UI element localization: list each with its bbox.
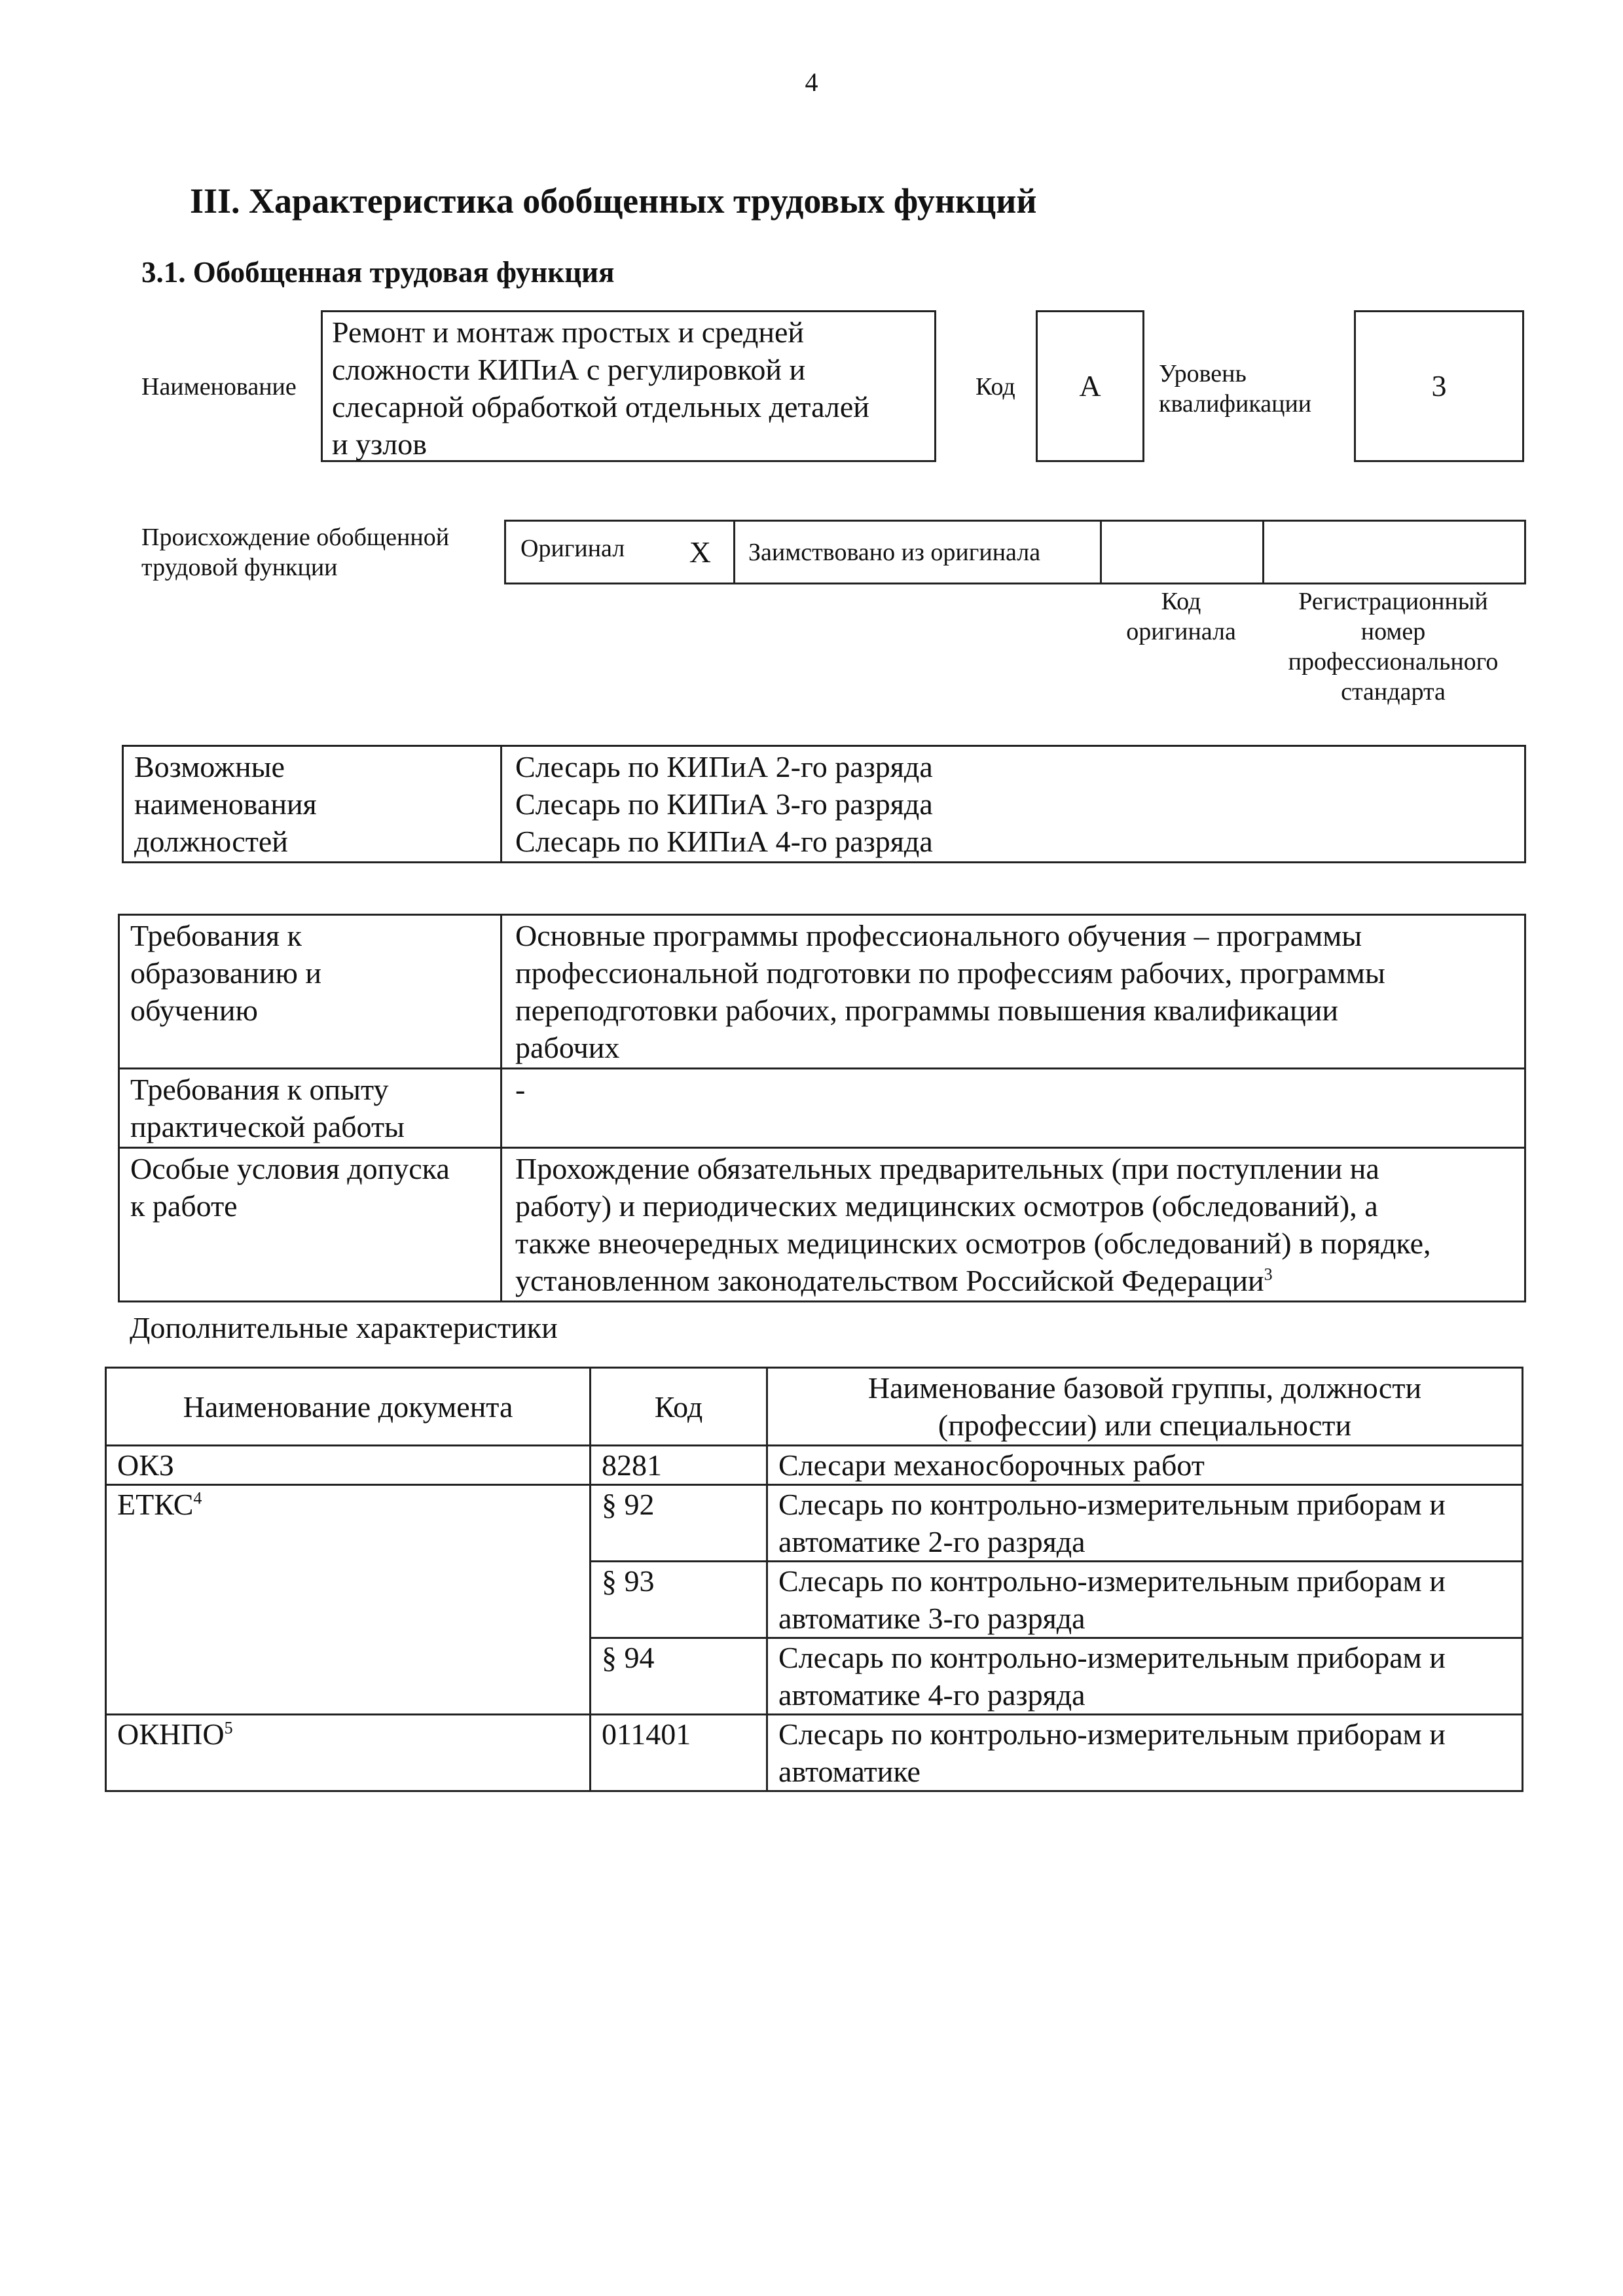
function-name-line: и узлов [332,427,427,461]
original-code-cell [1101,521,1264,584]
experience-value: - [501,1069,1525,1148]
origin-table [504,520,1526,584]
name-cell: Слесари механосборочных работ [767,1446,1523,1485]
position-item: Слесарь по КИПиА 3-го разряда [515,787,933,821]
positions-list [501,746,1525,863]
code-cell: § 93 [591,1562,767,1638]
table-row [106,1485,1523,1562]
subsection-title: 3.1. Обобщенная трудовая функция [141,256,615,289]
experience-label: Требования к опыту практической работы [119,1069,501,1148]
footnote-ref: 5 [224,1718,233,1738]
original-label: Оригинал [520,535,625,562]
level-label: Уровень квалификации [1159,360,1312,418]
education-value: Основные программы профессионального обучения – программы профессиональной подготовки по профессиям рабочих, программы переподготовки рабочих, программы повышения квалификации рабочих [501,915,1525,1069]
admission-label: Особые условия допуска к работе [119,1148,501,1302]
doc-cell: ОКЗ [106,1446,591,1485]
table-row [106,1446,1523,1485]
origin-label: Происхождение обобщенной трудовой функции [141,524,450,581]
page-number: 4 [805,67,818,97]
reg-number-cell [1264,521,1525,584]
header-code: Код [591,1368,767,1446]
reg-caption: Регистрационный номер профессионального стандарта [1288,588,1499,706]
code-cell: § 92 [591,1485,767,1562]
footnote-ref: 4 [193,1488,202,1508]
level-value: 3 [1431,369,1447,403]
positions-table [122,745,1526,863]
code-label: Код [976,373,1015,401]
function-name-line: Ремонт и монтаж простых и средней [332,315,805,349]
name-cell: Слесарь по контрольно-измерительным приборам и автоматике 3-го разряда [767,1562,1523,1638]
original-cell [505,521,735,584]
position-item: Слесарь по КИПиА 4-го разряда [515,825,933,858]
name-cell: Слесарь по контрольно-измерительным приборам и автоматике 4-го разряда [767,1638,1523,1715]
admission-value: Прохождение обязательных предварительных (при поступлении на работу) и периодических медицинских осмотров (обследований), а также внеочередных медицинских осмотров (обследований) в порядке, установленном законодательством Российской Федерации$^3$ [501,1148,1525,1302]
code-value: A [1079,369,1101,403]
section-title: III. Характеристика обобщенных трудовых функций [190,181,1037,221]
function-name-line: слесарной обработкой отдельных деталей [332,390,869,423]
code-cell: § 94 [591,1638,767,1715]
code-cell: 8281 [591,1446,767,1485]
borrowed-label: Заимствовано из оригинала [735,521,1101,584]
positions-label: Возможные наименования должностей [123,746,501,863]
name-cell: Слесарь по контрольно-измерительным приборам и автоматике [767,1715,1523,1791]
doc-cell: ОКНПО$^5$ [106,1715,591,1791]
header-name: Наименование базовой группы, должности (профессии) или специальности [767,1368,1523,1446]
position-item: Слесарь по КИПиА 2-го разряда [515,750,933,783]
code-caption: Код оригинала [1126,588,1236,645]
name-cell: Слесарь по контрольно-измерительным приборам и автоматике 2-го разряда [767,1485,1523,1562]
requirements-table [118,914,1526,1302]
function-name-line: сложности КИПиА с регулировкой и [332,353,806,386]
original-mark: X [689,535,711,569]
education-label: Требования к образованию и обучению [119,915,501,1069]
additional-title: Дополнительные характеристики [130,1311,558,1344]
additional-table [105,1367,1523,1792]
code-cell: 011401 [591,1715,767,1791]
name-label: Наименование [141,373,297,401]
level-value-box [1354,310,1524,462]
header-doc: Наименование документа [106,1368,591,1446]
function-name-box [321,310,936,462]
table-row [106,1715,1523,1791]
footnote-ref: 3 [1264,1265,1273,1284]
code-value-box [1036,310,1144,462]
doc-cell: ЕТКС$^4$ [106,1485,591,1715]
